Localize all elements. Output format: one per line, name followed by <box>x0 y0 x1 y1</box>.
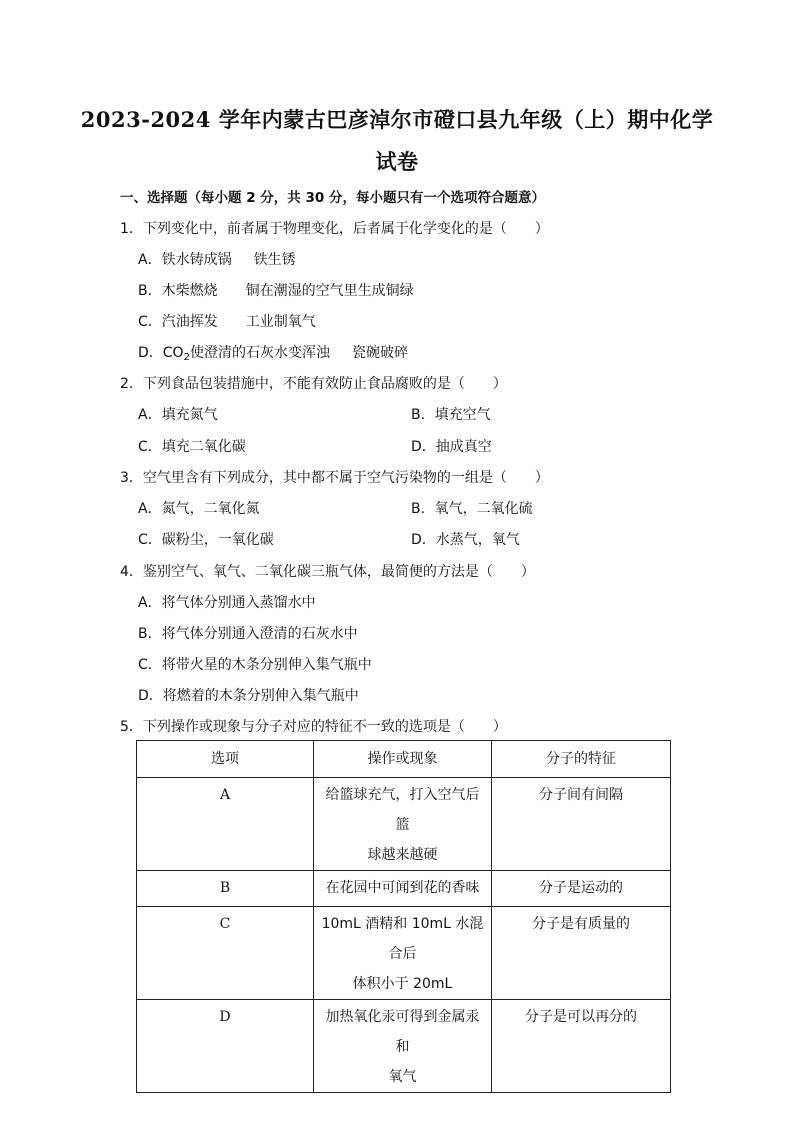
question-2-option-d: D．抽成真空 <box>411 439 492 455</box>
option-text: 瓷碗破碎 <box>351 345 408 361</box>
table-header-row <box>137 741 671 778</box>
option-label: C．汽油挥发 <box>138 314 218 330</box>
option-cell: D <box>137 1000 314 1093</box>
table-header-cell: 分子的特征 <box>492 741 671 778</box>
question-2-option-b: B．填充空气 <box>411 407 491 423</box>
feature-cell: 分子是有质量的 <box>492 907 671 1000</box>
question-2-option-c: C．填充二氧化碳 <box>138 439 246 455</box>
phenomenon-cell <box>314 778 492 871</box>
feature-cell: 分子间有间隔 <box>492 778 671 871</box>
phenomenon-line: 加热氧化汞可得到金属汞和 <box>325 1009 480 1055</box>
question-2-option-a: A．填充氮气 <box>138 407 218 423</box>
exam-title-line2: 试卷 <box>375 149 419 174</box>
table-row <box>137 1000 671 1093</box>
question-4-option-c: C．将带火星的木条分别伸入集气瓶中 <box>138 657 372 673</box>
phenomenon-line: 氧气 <box>388 1069 417 1085</box>
phenomenon-line: 给篮球充气，打入空气后篮 <box>325 787 480 833</box>
option-label: D．CO <box>138 345 184 361</box>
option-text: 工业制氧气 <box>245 314 316 330</box>
question-5-stem: 5．下列操作或现象与分子对应的特征不一致的选项是（ ） <box>120 719 507 735</box>
option-cell: B <box>137 871 314 907</box>
table-header-cell: 选项 <box>137 741 314 778</box>
question-1-option-d <box>138 342 408 363</box>
option-text: 铁生锈 <box>253 252 296 268</box>
option-label-rest: 使澄清的石灰水变浑浊 <box>189 345 330 361</box>
table-row <box>137 778 671 871</box>
table-header-cell: 操作或现象 <box>314 741 492 778</box>
option-cell: C <box>137 907 314 1000</box>
subscript: 2 <box>183 352 190 363</box>
phenomenon-line: 体积小于 20mL <box>352 976 453 992</box>
question-4-option-d: D．将燃着的木条分别伸入集气瓶中 <box>138 688 359 704</box>
phenomenon-line: 在花园中可闻到花的香味 <box>325 880 480 896</box>
section-heading-choice: 一、选择题（每小题 2 分，共 30 分，每小题只有一个选项符合题意） <box>120 190 545 206</box>
feature-cell: 分子是可以再分的 <box>492 1000 671 1093</box>
option-label: A．铁水铸成锅 <box>138 252 232 268</box>
question-3-option-b: B．氧气，二氧化硫 <box>411 501 533 517</box>
phenomenon-cell <box>314 907 492 1000</box>
question-5-table <box>136 740 671 1093</box>
option-text: 铜在潮湿的空气里生成铜绿 <box>245 283 414 299</box>
option-label: B．木柴燃烧 <box>138 283 218 299</box>
question-4-option-b: B．将气体分别通入澄清的石灰水中 <box>138 626 358 642</box>
table-row <box>137 871 671 907</box>
phenomenon-line: 10mL 酒精和 10mL 水混合后 <box>321 916 484 962</box>
question-4-stem: 4．鉴别空气、氧气、二氧化碳三瓶气体，最简便的方法是（ ） <box>120 564 535 580</box>
question-2-stem: 2．下列食品包装措施中，不能有效防止食品腐败的是（ ） <box>120 376 507 392</box>
question-1-stem: 1．下列变化中，前者属于物理变化，后者属于化学变化的是（ ） <box>120 221 549 237</box>
question-1-option-a <box>138 249 296 269</box>
phenomenon-cell <box>314 871 492 907</box>
phenomenon-cell <box>314 1000 492 1093</box>
question-3-option-a: A．氮气，二氧化氮 <box>138 501 260 517</box>
exam-title-line1: 2023-2024 学年内蒙古巴彦淖尔市磴口县九年级（上）期中化学 <box>80 107 714 132</box>
question-3-option-d: D．水蒸气，氧气 <box>411 532 520 548</box>
question-3-stem: 3．空气里含有下列成分，其中都不属于空气污染物的一组是（ ） <box>120 470 549 486</box>
option-cell: A <box>137 778 314 871</box>
question-4-option-a: A．将气体分别通入蒸馏水中 <box>138 595 316 611</box>
table-row <box>137 907 671 1000</box>
question-1-option-b <box>138 280 414 300</box>
feature-cell: 分子是运动的 <box>492 871 671 907</box>
question-3-option-c: C．碳粉尘，一氧化碳 <box>138 532 274 548</box>
phenomenon-line: 球越来越硬 <box>367 847 438 863</box>
question-1-option-c <box>138 311 316 331</box>
